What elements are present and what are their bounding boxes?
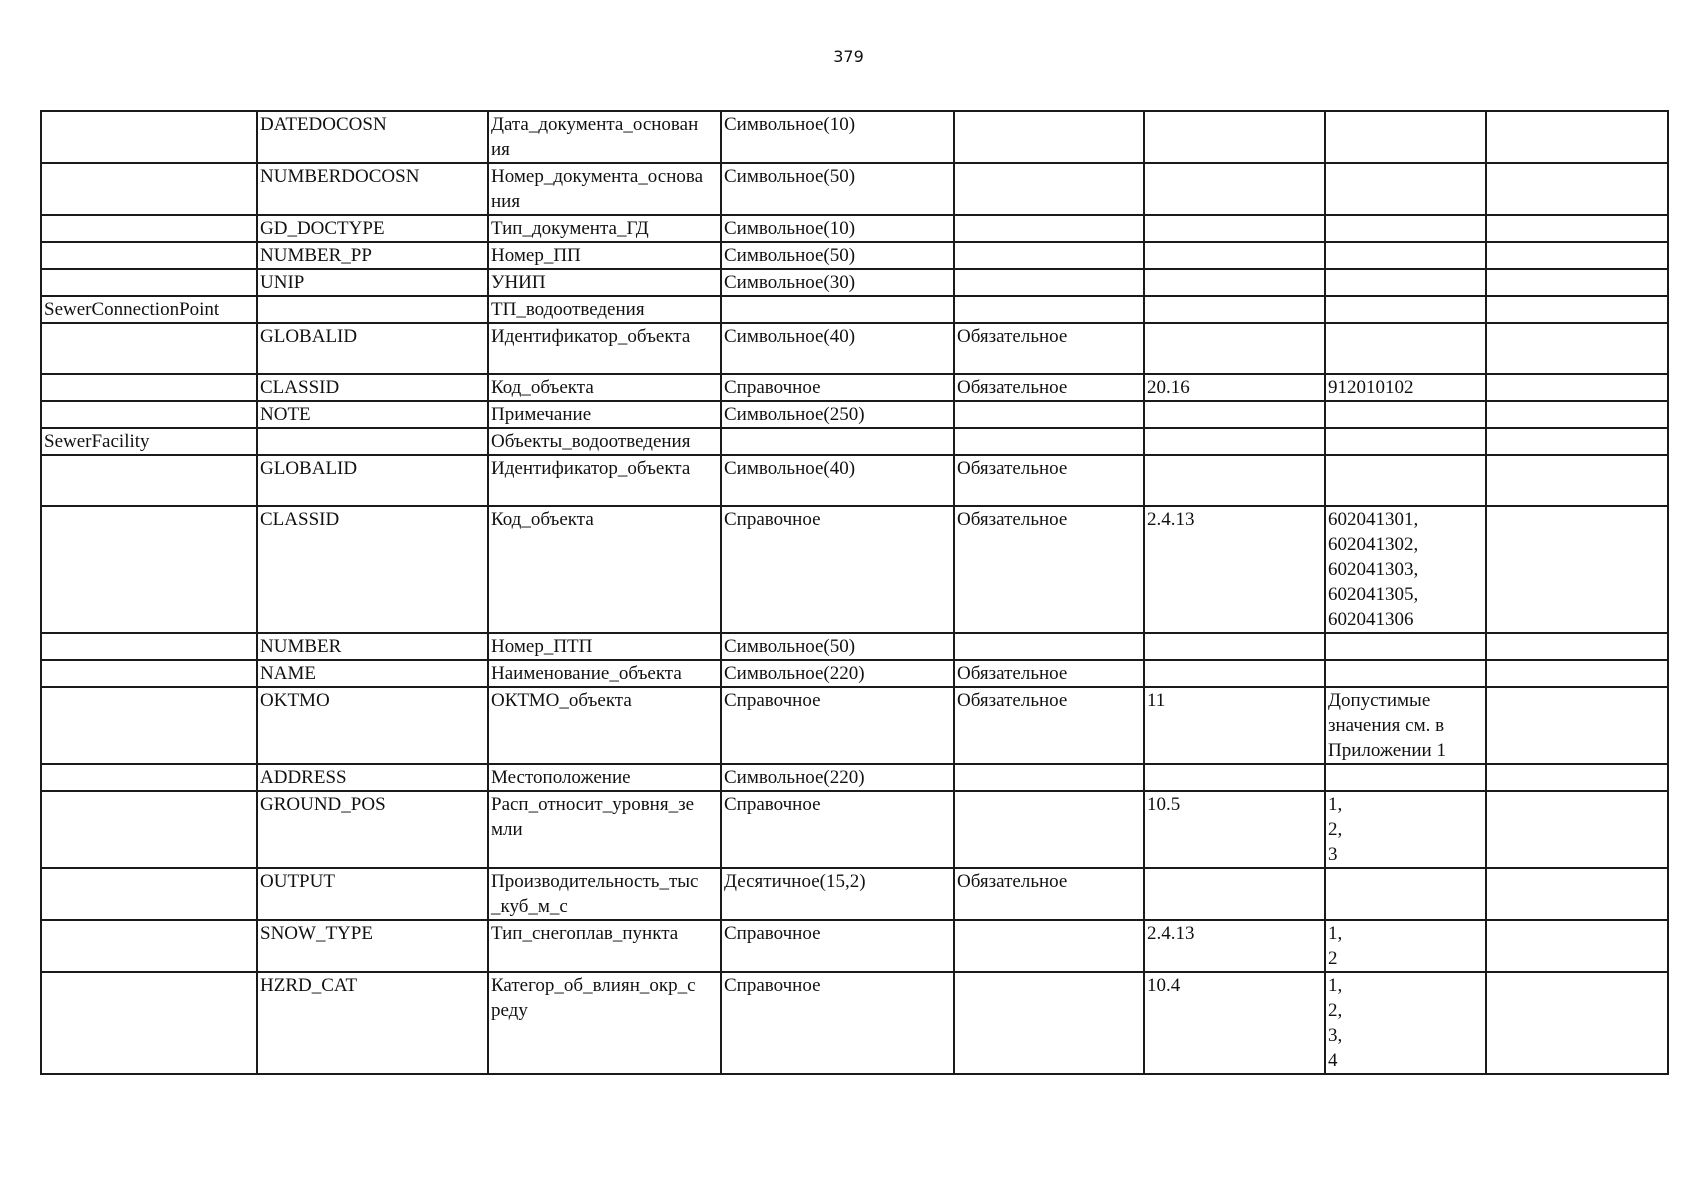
table-cell: Категор_об_влиян_окр_с реду bbox=[488, 972, 721, 1074]
table-cell bbox=[41, 506, 257, 633]
table-cell bbox=[41, 163, 257, 215]
table-cell bbox=[1486, 791, 1668, 868]
table-cell: OUTPUT bbox=[257, 868, 488, 920]
table-cell: 2.4.13 bbox=[1144, 920, 1325, 972]
table-cell bbox=[1144, 660, 1325, 687]
table-cell: Обязательное bbox=[954, 687, 1144, 764]
table-cell: Производительность_тыс _куб_м_с bbox=[488, 868, 721, 920]
table-cell bbox=[954, 791, 1144, 868]
table-cell bbox=[954, 428, 1144, 455]
table-cell: Примечание bbox=[488, 401, 721, 428]
table-cell bbox=[1486, 633, 1668, 660]
table-cell bbox=[1325, 323, 1486, 374]
table-cell bbox=[1325, 401, 1486, 428]
table-cell: Код_объекта bbox=[488, 374, 721, 401]
table-cell bbox=[1144, 455, 1325, 506]
table-cell: Обязательное bbox=[954, 374, 1144, 401]
table-cell bbox=[41, 687, 257, 764]
table-cell: Номер_ПП bbox=[488, 242, 721, 269]
table-row bbox=[41, 215, 1668, 242]
table-row bbox=[41, 764, 1668, 791]
table-cell bbox=[41, 455, 257, 506]
table-cell bbox=[1144, 633, 1325, 660]
table-cell bbox=[1486, 374, 1668, 401]
table-cell bbox=[1325, 764, 1486, 791]
table-cell bbox=[1144, 868, 1325, 920]
table-cell bbox=[41, 401, 257, 428]
table-cell bbox=[41, 374, 257, 401]
table-cell: Обязательное bbox=[954, 868, 1144, 920]
table-cell bbox=[1486, 972, 1668, 1074]
table-cell: 2.4.13 bbox=[1144, 506, 1325, 633]
table-cell: 20.16 bbox=[1144, 374, 1325, 401]
table-cell: Дата_документа_основан ия bbox=[488, 111, 721, 163]
table-cell: Символьное(40) bbox=[721, 323, 954, 374]
table-cell: Номер_ПТП bbox=[488, 633, 721, 660]
table-row bbox=[41, 455, 1668, 506]
table-cell bbox=[1325, 296, 1486, 323]
table-cell: Объекты_водоотведения bbox=[488, 428, 721, 455]
table-cell bbox=[1144, 428, 1325, 455]
table-cell bbox=[1325, 868, 1486, 920]
table-row bbox=[41, 401, 1668, 428]
table-cell bbox=[954, 972, 1144, 1074]
table-cell: Символьное(50) bbox=[721, 633, 954, 660]
table-cell: CLASSID bbox=[257, 374, 488, 401]
table-cell: Идентификатор_объекта bbox=[488, 455, 721, 506]
table-body bbox=[41, 111, 1668, 1074]
table-cell: SewerConnectionPoint bbox=[41, 296, 257, 323]
table-cell bbox=[1144, 242, 1325, 269]
table-cell: Символьное(10) bbox=[721, 111, 954, 163]
table-cell: DATEDOCOSN bbox=[257, 111, 488, 163]
table-cell bbox=[1486, 323, 1668, 374]
table-cell: Местоположение bbox=[488, 764, 721, 791]
table-cell bbox=[954, 296, 1144, 323]
table-cell: CLASSID bbox=[257, 506, 488, 633]
table-cell bbox=[41, 660, 257, 687]
page-number: 379 bbox=[833, 47, 864, 66]
table-cell: Тип_снегоплав_пункта bbox=[488, 920, 721, 972]
table-cell bbox=[1325, 660, 1486, 687]
table-row bbox=[41, 506, 1668, 633]
table-cell: NUMBER bbox=[257, 633, 488, 660]
table-cell bbox=[1325, 455, 1486, 506]
table-cell bbox=[257, 428, 488, 455]
table-cell: Символьное(50) bbox=[721, 242, 954, 269]
table-cell: Обязательное bbox=[954, 323, 1144, 374]
table-cell: Допустимые значения см. в Приложении 1 bbox=[1325, 687, 1486, 764]
table-cell: Символьное(250) bbox=[721, 401, 954, 428]
table-cell bbox=[1144, 269, 1325, 296]
table-cell: Символьное(50) bbox=[721, 163, 954, 215]
table-cell: GLOBALID bbox=[257, 455, 488, 506]
table-cell bbox=[1144, 296, 1325, 323]
table-cell bbox=[1325, 428, 1486, 455]
table-cell: Справочное bbox=[721, 506, 954, 633]
table-cell bbox=[1486, 215, 1668, 242]
table-cell bbox=[721, 428, 954, 455]
table-cell bbox=[1486, 868, 1668, 920]
table-cell bbox=[1325, 215, 1486, 242]
table-cell bbox=[41, 868, 257, 920]
table-cell bbox=[1325, 111, 1486, 163]
table-cell bbox=[954, 269, 1144, 296]
table-cell bbox=[1486, 687, 1668, 764]
table-cell bbox=[1486, 111, 1668, 163]
table-cell bbox=[41, 215, 257, 242]
table-row bbox=[41, 242, 1668, 269]
table-cell bbox=[1144, 163, 1325, 215]
table-cell: ОКТМО_объекта bbox=[488, 687, 721, 764]
table-cell bbox=[41, 764, 257, 791]
table-cell bbox=[1486, 401, 1668, 428]
table-row bbox=[41, 428, 1668, 455]
table-cell: Десятичное(15,2) bbox=[721, 868, 954, 920]
table-cell: Обязательное bbox=[954, 506, 1144, 633]
table-cell bbox=[954, 163, 1144, 215]
table-cell bbox=[41, 323, 257, 374]
table-cell bbox=[1144, 111, 1325, 163]
table-row bbox=[41, 972, 1668, 1074]
table-cell: Справочное bbox=[721, 687, 954, 764]
table-cell: Обязательное bbox=[954, 660, 1144, 687]
table-cell bbox=[1325, 163, 1486, 215]
table-row bbox=[41, 296, 1668, 323]
table-cell: Справочное bbox=[721, 791, 954, 868]
table-row bbox=[41, 920, 1668, 972]
table-cell: SewerFacility bbox=[41, 428, 257, 455]
table-cell bbox=[1486, 163, 1668, 215]
table-row bbox=[41, 687, 1668, 764]
table-cell bbox=[954, 920, 1144, 972]
table-cell bbox=[1486, 506, 1668, 633]
table-cell: Тип_документа_ГД bbox=[488, 215, 721, 242]
table-cell: 11 bbox=[1144, 687, 1325, 764]
table-cell bbox=[41, 111, 257, 163]
table-cell: Символьное(220) bbox=[721, 764, 954, 791]
table-cell bbox=[1486, 920, 1668, 972]
table-cell bbox=[1144, 215, 1325, 242]
table-cell: GLOBALID bbox=[257, 323, 488, 374]
table-cell: 10.5 bbox=[1144, 791, 1325, 868]
table-cell: Символьное(10) bbox=[721, 215, 954, 242]
table-cell bbox=[1144, 401, 1325, 428]
table-cell bbox=[257, 296, 488, 323]
table-cell bbox=[41, 269, 257, 296]
table-cell: NOTE bbox=[257, 401, 488, 428]
table-cell bbox=[41, 242, 257, 269]
table-cell: Справочное bbox=[721, 920, 954, 972]
table-cell bbox=[1486, 242, 1668, 269]
table-cell: 1, 2 bbox=[1325, 920, 1486, 972]
table-cell: УНИП bbox=[488, 269, 721, 296]
table-row bbox=[41, 111, 1668, 163]
table-cell bbox=[954, 215, 1144, 242]
table-cell bbox=[1325, 269, 1486, 296]
table-cell: GD_DOCTYPE bbox=[257, 215, 488, 242]
table-cell: GROUND_POS bbox=[257, 791, 488, 868]
table-row bbox=[41, 163, 1668, 215]
table-cell: ADDRESS bbox=[257, 764, 488, 791]
table-cell bbox=[41, 972, 257, 1074]
table-cell bbox=[1144, 323, 1325, 374]
table-cell bbox=[41, 920, 257, 972]
table-cell: Обязательное bbox=[954, 455, 1144, 506]
table-cell: 912010102 bbox=[1325, 374, 1486, 401]
table-cell: Символьное(30) bbox=[721, 269, 954, 296]
table-row bbox=[41, 791, 1668, 868]
table-cell: 1, 2, 3, 4 bbox=[1325, 972, 1486, 1074]
table-cell: Расп_относит_уровня_зе мли bbox=[488, 791, 721, 868]
table-row bbox=[41, 269, 1668, 296]
table-cell bbox=[41, 791, 257, 868]
table-row bbox=[41, 323, 1668, 374]
table-cell bbox=[954, 633, 1144, 660]
table-cell bbox=[41, 633, 257, 660]
table-cell bbox=[954, 111, 1144, 163]
table-cell: Символьное(220) bbox=[721, 660, 954, 687]
table-cell bbox=[1486, 296, 1668, 323]
table-cell: 602041301, 602041302, 602041303, 602041305, 602041306 bbox=[1325, 506, 1486, 633]
table-cell: NAME bbox=[257, 660, 488, 687]
table-cell bbox=[1325, 633, 1486, 660]
table-cell: Код_объекта bbox=[488, 506, 721, 633]
table-cell: Справочное bbox=[721, 374, 954, 401]
table-row bbox=[41, 868, 1668, 920]
table-cell: Наименование_объекта bbox=[488, 660, 721, 687]
table-cell: SNOW_TYPE bbox=[257, 920, 488, 972]
table-cell: 10.4 bbox=[1144, 972, 1325, 1074]
table-cell bbox=[954, 764, 1144, 791]
table-cell: Номер_документа_основа ния bbox=[488, 163, 721, 215]
table-cell: NUMBER_PP bbox=[257, 242, 488, 269]
table-cell: NUMBERDOCOSN bbox=[257, 163, 488, 215]
table-row bbox=[41, 374, 1668, 401]
table-cell: Справочное bbox=[721, 972, 954, 1074]
table-cell: 1, 2, 3 bbox=[1325, 791, 1486, 868]
table-cell: ТП_водоотведения bbox=[488, 296, 721, 323]
table-cell bbox=[954, 242, 1144, 269]
table-cell bbox=[721, 296, 954, 323]
table-cell: Символьное(40) bbox=[721, 455, 954, 506]
table-cell: UNIP bbox=[257, 269, 488, 296]
table-cell bbox=[1486, 455, 1668, 506]
table-cell bbox=[954, 401, 1144, 428]
table-cell bbox=[1325, 242, 1486, 269]
attribute-table bbox=[40, 110, 1669, 1075]
table-cell bbox=[1486, 269, 1668, 296]
table-row bbox=[41, 633, 1668, 660]
table-cell: HZRD_CAT bbox=[257, 972, 488, 1074]
table-cell: OKTMO bbox=[257, 687, 488, 764]
table-cell bbox=[1486, 660, 1668, 687]
table-cell bbox=[1144, 764, 1325, 791]
table-cell bbox=[1486, 764, 1668, 791]
table-cell bbox=[1486, 428, 1668, 455]
table-row bbox=[41, 660, 1668, 687]
table-cell: Идентификатор_объекта bbox=[488, 323, 721, 374]
